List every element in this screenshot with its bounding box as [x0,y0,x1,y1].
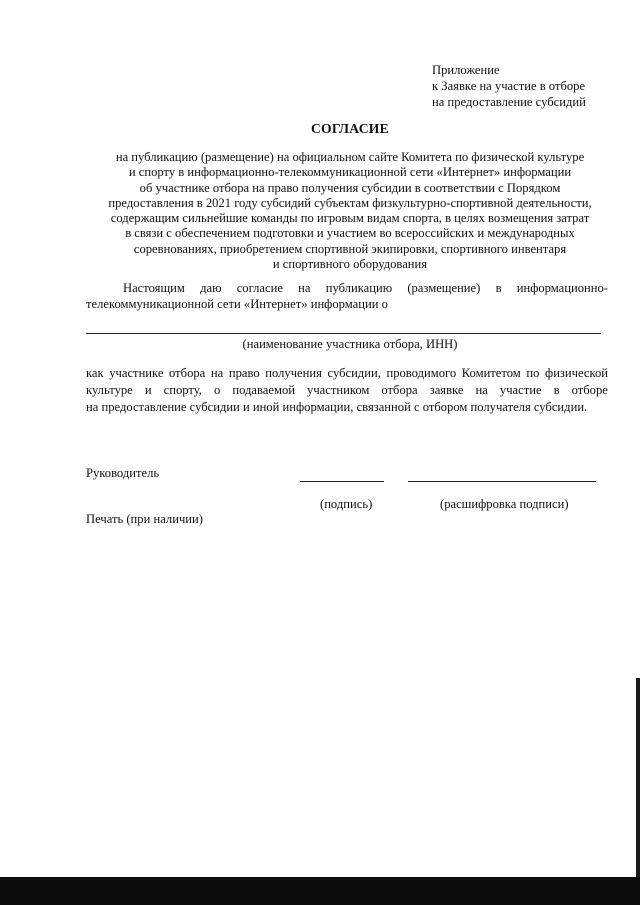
word: и [144,383,152,397]
word: участие [499,383,542,397]
word: в [553,383,560,397]
word: отборе [571,383,608,397]
signature-caption: (подпись) [320,497,373,511]
subtitle-line: содержащим сильнейшие команды по игровым видам спорта, в целях возмещения затрат [110,211,590,226]
word: культуре [86,383,133,397]
subtitle-line: и спорту в информационно-телекоммуникационной сети «Интернет» информации [128,165,572,180]
document-subtitle [80,150,620,272]
appendix-note [432,62,586,110]
appendix-line: к Заявке на участие в отборе [432,79,586,93]
scan-edge-bottom [0,877,640,905]
consent-paragraph-line [86,280,608,296]
signature-decode-caption: (расшифровка подписи) [440,497,569,511]
word: на [298,281,311,295]
word: на [210,366,224,380]
word: подаваемой [232,383,295,397]
participant-name-field[interactable] [86,333,601,334]
word: на [475,383,488,397]
word: отбора [381,383,418,397]
head-label: Руководитель [86,466,160,480]
word: публикацию [325,281,393,295]
signature-decode-field[interactable] [408,481,596,482]
word: Настоящим [123,281,185,295]
word: субсидии, [327,366,381,380]
word: заявке [429,383,464,397]
appendix-line: на предоставление субсидий [432,95,586,109]
word: отбора [169,366,206,380]
word: о [213,383,221,397]
word: как [86,366,104,380]
word: (размещение) [407,281,481,295]
word: Комитетом [461,366,521,380]
word: получения [265,366,322,380]
participant-paragraph-line: на предоставление субсидии и иной информации, связанной с отбором получателя субсидии. [86,400,588,414]
word: участнике [109,366,164,380]
word: по [526,366,540,380]
consent-paragraph [86,280,608,312]
stamp-label: Печать (при наличии) [86,512,203,526]
scan-edge-right [636,678,640,878]
subtitle-line: на публикацию (размещение) на официальном сайте Комитета по физической культуре [115,150,585,164]
signature-field[interactable] [300,481,384,482]
word: даю [200,281,222,295]
subtitle-line: и спортивного оборудования [272,257,428,272]
consent-paragraph-line: телекоммуникационной сети «Интернет» информации о [86,297,388,311]
subtitle-line: об участнике отбора на право получения субсидии в соответствии с Порядком [139,180,561,195]
participant-paragraph [86,365,608,416]
subtitle-line: соревнованиях, приобретением спортивной экипировки, спортивного инвентаря [133,241,567,256]
word: информационно- [516,281,608,295]
appendix-line: Приложение [432,63,500,77]
subtitle-line: предоставления в 2021 году субсидий субъектам физкультурно-спортивной деятельности, [108,195,592,210]
word: участником [307,383,370,397]
word: в [495,281,502,295]
participant-name-caption: (наименование участника отбора, ИНН) [242,337,458,351]
participant-paragraph-line [86,365,608,382]
participant-paragraph-line [86,382,608,399]
word: право [228,366,260,380]
word: проводимого [386,366,457,380]
word: физической [545,366,608,380]
subtitle-line: в связи с обеспечением подготовки и участием во всероссийских и международных [125,226,575,241]
word: спорту, [163,383,202,397]
word: согласие [236,281,283,295]
document-title: СОГЛАСИЕ [310,121,390,136]
